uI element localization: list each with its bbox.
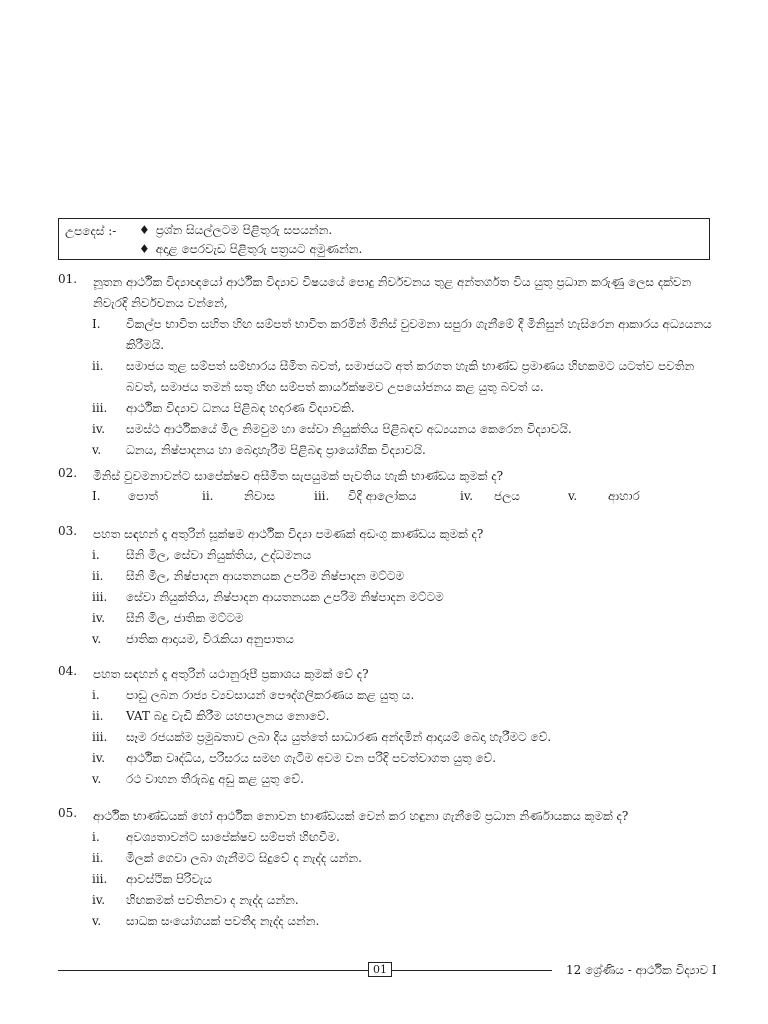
option-item <box>58 545 713 566</box>
option-text: අවශ්‍යතාවන්ට සාපේක්ෂව සම්පත් හිඟවීම. <box>126 830 340 844</box>
option-item <box>58 769 713 790</box>
instruction-text: අදාළ පෙරවැඩ පිළිතුරු පත්‍රයට අමුණන්න. <box>155 242 363 256</box>
instruction-text: ප්‍රශ්න සියල්ලටම පිළිතුරු සපයන්න. <box>155 223 333 237</box>
option-numeral: iii. <box>92 872 108 886</box>
question-number: 04. <box>58 664 78 678</box>
diamond-bullet-icon: ♦ <box>139 223 150 237</box>
option-numeral: v. <box>92 914 102 928</box>
option-list <box>58 827 713 932</box>
option-text: සීනි මිල, ජාතික මට්ටම <box>126 611 244 625</box>
option-item <box>58 890 713 911</box>
option-text: සීනි මිල, නිෂ්පාදන ආයතනයක උපරිම නිෂ්පාදන මට්ටම <box>126 569 405 583</box>
question-text: පහත සඳහන් දෑ අතුරින් සූක්ෂම ආර්ථික විද්‍යා පමණක් අඩංගු කාණ්ඩය කුමක් ද? <box>93 527 484 541</box>
option-item <box>58 419 713 440</box>
option-text: ආර්ථික විද්‍යාව ධනය පිළිබඳ හදාරණ විද්‍යාවකි. <box>126 401 355 415</box>
option-numeral: I. <box>92 317 101 331</box>
option-item <box>58 587 713 608</box>
option-item <box>58 827 713 848</box>
option-list <box>58 314 713 461</box>
option-numeral: iii. <box>92 730 108 744</box>
option-text: සීනි මිල, සේවා නියුක්තිය, උද්ධමනය <box>126 548 312 562</box>
option-item <box>58 727 713 748</box>
option-numeral: ii. <box>92 359 104 373</box>
question-04 <box>58 664 713 790</box>
option-text: ආහාර <box>608 489 640 503</box>
option-numeral: v. <box>92 443 102 457</box>
option-list <box>58 545 713 650</box>
question-03 <box>58 524 713 650</box>
option-text: ධනය, නිෂ්පාදනය හා බෙදාහැරීම පිළිබඳ ප්‍රායෝගික විද්‍යාවයි. <box>126 443 426 457</box>
option-item <box>58 356 713 398</box>
option-numeral: ii. <box>92 709 104 723</box>
instructions-label: උපදෙස් :- <box>65 224 117 238</box>
option-text: ආවස්ථික පිරිවැය <box>126 872 212 886</box>
option-item <box>58 848 713 869</box>
question-text: මිනිස් වුවමනාවන්ට සාපේක්ෂව අසීමිත සැපයුමක් පැවතිය හැකි භාණ්ඩය කුමක් ද? <box>93 469 504 483</box>
option-numeral: ii. <box>92 569 104 583</box>
question-number: 01. <box>58 272 78 286</box>
option-item <box>58 440 713 461</box>
option-list <box>58 685 713 790</box>
option-text: ජාතික ආදායම, විරැකියා අනුපාතය <box>126 632 294 646</box>
option-text: සාධක සංයෝගයක් පවතීද නැද්ද යන්න. <box>126 914 320 928</box>
option-numeral: ii. <box>92 851 104 865</box>
option-item <box>58 398 713 419</box>
option-item <box>58 314 713 356</box>
option-numeral: iv. <box>92 611 106 625</box>
option-numeral: v. <box>92 632 102 646</box>
option-item <box>58 566 713 587</box>
option-text: සමාජය තුළ සම්පත් සම්භාරය සීමිත බවත්, සමාජයට අත් කරගත හැකි භාණ්ඩ ප්‍රමාණය හිඟකමට යටත්ව පවතින බවත්, සමාජය තමන් සතු හිඟ සම්පත් කාර්යක්ෂමව උපයෝජනය කළ යුතු බවත් ය. <box>126 359 695 394</box>
instruction-line <box>139 223 332 238</box>
option-numeral: iii. <box>314 489 330 503</box>
question-02 <box>58 466 713 510</box>
option-text: නිවාස <box>244 489 275 503</box>
option-numeral: iii. <box>92 401 108 415</box>
option-numeral: i. <box>92 688 100 702</box>
option-numeral: iv. <box>92 751 106 765</box>
option-numeral: iv. <box>92 893 106 907</box>
option-item <box>58 629 713 650</box>
footer-rule-right <box>392 970 552 971</box>
option-text: සමස්ථ ආර්ථිකයේ මිල නිමවුම හා සේවා නියුක්තිය පිළිබඳව අධ්‍යයනය කෙරෙන විද්‍යාවයි. <box>126 422 572 436</box>
diamond-bullet-icon: ♦ <box>139 242 150 256</box>
option-text: මිලක් ගෙවා ලබා ගැනීමට සිදුවේ ද නැද්ද යන්න. <box>126 851 362 865</box>
footer-rule-left <box>58 970 368 971</box>
option-text: හිඟකමක් පවතිනවා ද නැද්ද යන්න. <box>126 893 299 907</box>
option-text: සෑම රජයක්ම ප්‍රමුඛතාව ලබා දිය යුත්තේ සාධාරණ අන්දමින් ආදායම් බෙදා හැරීමට වේ. <box>126 730 552 744</box>
instructions-box <box>58 218 710 260</box>
question-number: 02. <box>58 466 78 480</box>
option-text: පාඩු ලබන රාජ්‍ය ව්‍යවසායන් පෞද්ගලිකරණය කළ යුතු ය. <box>126 688 415 702</box>
option-item <box>58 706 713 727</box>
question-text: පහත සඳහන් දෑ අතුරින් යථානුරූපී ප්‍රකාශය කුමක් වේ ද? <box>93 667 369 681</box>
option-item <box>58 911 713 932</box>
option-text: විදි ආලෝකය <box>348 489 417 503</box>
question-number: 03. <box>58 524 78 538</box>
option-text: රථ වාහන තීරුබදු අඩු කළ යුතු වේ. <box>126 772 304 786</box>
option-numeral: i. <box>92 548 100 562</box>
option-item <box>58 608 713 629</box>
option-numeral: v. <box>92 772 102 786</box>
option-item <box>58 869 713 890</box>
option-text: ජලය <box>494 489 520 503</box>
question-text: ආර්ථික භාණ්ඩයක් හෝ ආර්ථික නොවන භාණ්ඩයක් වෙන් කර හඳුනා ගැනීමේ ප්‍රධාන නිර්ණායකය කුමක් ද? <box>93 809 629 823</box>
option-text: ආර්ථික වෘද්ධිය, පරිසරය සමඟ ගැටීම අවම වන පරිදි පවත්වාගත යුතු වේ. <box>126 751 497 765</box>
option-item <box>58 748 713 769</box>
option-text: VAT බදු වැඩි කිරීම යහපාලනය නොවේ. <box>126 709 330 723</box>
option-numeral: ii. <box>202 489 214 503</box>
question-05 <box>58 806 713 932</box>
question-01 <box>58 272 713 461</box>
option-item <box>58 685 713 706</box>
question-text: නූතන ආර්ථික විද්‍යාඥයෝ ආර්ථික විද්‍යාව විෂයයේ පොදු නිර්වචනය තුළ අන්තර්ගත විය යුතු ප්‍රධාන කරුණු ලෙස දක්වන නිවැරදි නිර්වචනය වන්නේ, <box>93 275 692 310</box>
option-numeral: I. <box>92 489 101 503</box>
option-numeral: v. <box>568 489 578 503</box>
footer-subject: 12 ශ්‍රේණිය - ආර්ථික විද්‍යාව I <box>566 963 717 977</box>
option-text: සේවා නියුක්තිය, නිෂ්පාදන ආයතනයක උපරිම නිෂ්පාදන මට්ටම <box>126 590 444 604</box>
inline-option-row <box>58 489 713 510</box>
option-numeral: i. <box>92 830 100 844</box>
page-number: 01 <box>368 962 392 977</box>
option-numeral: iii. <box>92 590 108 604</box>
option-numeral: iv. <box>92 422 106 436</box>
instruction-line <box>139 242 362 257</box>
question-number: 05. <box>58 806 78 820</box>
option-text: පොත් <box>128 489 158 503</box>
option-text: විකල්ප භාවිත සහිත හිඟ සම්පත් භාවිත කරමින් මිනිස් වුවමනා සපුරා ගැනීමේ දී මිනිසුන් හැසිරෙන ආකාරය අධ්‍යයනය කිරීමයි. <box>126 317 712 352</box>
option-numeral: iv. <box>460 489 474 503</box>
